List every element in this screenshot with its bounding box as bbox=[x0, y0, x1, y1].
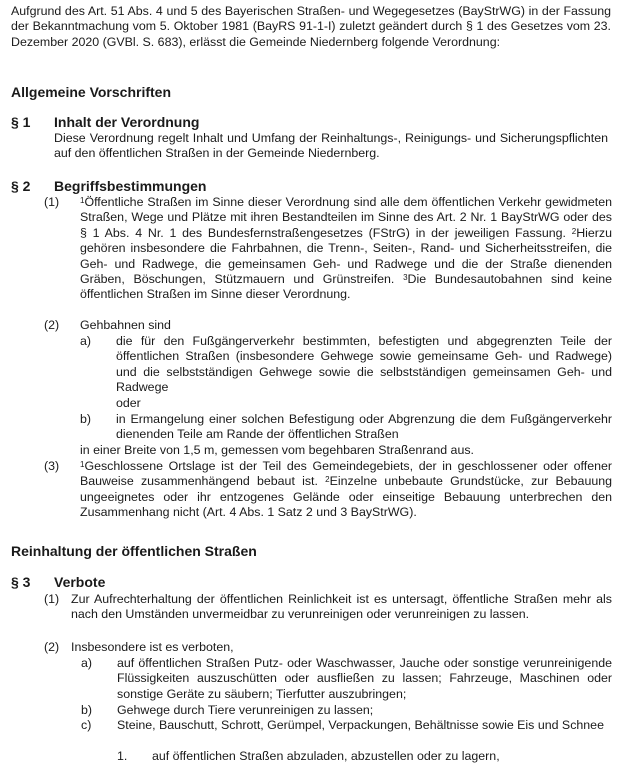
absatz-label: (3) bbox=[44, 459, 60, 473]
absatz-label: (2) bbox=[44, 640, 60, 654]
p3-abs2-item-b bbox=[81, 703, 612, 719]
intro-paragraph bbox=[11, 4, 611, 50]
item-text: in Ermangelung einer solchen Befestigung oder Abgrenzung die dem Fußgängerverkehr dienenden Teile am Rande der öffentlichen Straßen bbox=[116, 412, 612, 442]
absatz-label: (2) bbox=[44, 318, 60, 332]
p3-abs2-item-c1 bbox=[117, 749, 612, 765]
item-label: a) bbox=[81, 656, 93, 670]
absatz-text bbox=[80, 195, 612, 303]
sentence-number: 2 bbox=[325, 475, 330, 485]
paragraph-heading-1 bbox=[11, 114, 611, 131]
item-text: Gehwege durch Tiere verunreinigen zu lassen; bbox=[117, 703, 374, 717]
item-text: Steine, Bauschutt, Schrott, Gerümpel, Verpackungen, Behältnisse sowie Eis und Schnee bbox=[117, 718, 604, 732]
p1-text: Diese Verordnung regelt Inhalt und Umfang der Reinhaltungs-, Reinigungs- und Sicherungspflichten auf den öffentlichen Straßen in der Gemeinde Niedernberg. bbox=[54, 131, 608, 161]
subitem-text: auf öffentlichen Straßen abzuladen, abzustellen oder zu lagern, bbox=[152, 749, 500, 763]
p2-abs2-or bbox=[116, 396, 316, 412]
absatz-text bbox=[80, 459, 612, 521]
item-label: b) bbox=[80, 412, 92, 426]
item-label: c) bbox=[81, 718, 92, 732]
subitem-label: 1. bbox=[117, 749, 128, 763]
paragraph-heading-3 bbox=[11, 574, 611, 591]
absatz-intro: Gehbahnen sind bbox=[80, 318, 171, 332]
connector-word: oder bbox=[116, 396, 141, 410]
p2-abs2-tail bbox=[80, 443, 612, 459]
intro-text: Aufgrund des Art. 51 Abs. 4 und 5 des Bayerischen Straßen- und Wegegesetzes (BayStrWG) in der Fassung der Bekanntmachung vom 5. Oktober 1981 (BayRS 91-1-I) zuletzt geändert durch § 1 des Gesetzes vom 23. Dezember 2020 (GVBl. S. 683), erlässt die Gemeinde Niedernberg folgende Verordnung: bbox=[11, 4, 611, 49]
sentence-text: Geschlossene Ortslage ist der Teil des Gemeindegebiets, der in geschlossener oder offener Bauweise zusammenhängend bebaut ist. bbox=[80, 459, 612, 489]
p2-abs2 bbox=[44, 318, 612, 334]
section-heading-general: Allgemeine Vorschriften bbox=[11, 84, 172, 100]
sentence-number: 3 bbox=[403, 273, 408, 283]
section-heading-cleanliness: Reinhaltung der öffentlichen Straßen bbox=[11, 543, 257, 559]
p3-abs2 bbox=[44, 640, 612, 656]
sentence-text: Hierzu gehören insbesondere die Fahrbahnen, die Trenn-, Seiten-, Rand- und Sicherheitsstreifen, die Geh- und Radwege, die gemeinsamen Geh- und Radwege und die der Straße dienenden Gräben, Böschungen, Stützmauern und Grünstreifen. bbox=[80, 225, 612, 287]
absatz-label: (1) bbox=[44, 592, 60, 606]
sentence-text: Öffentliche Straßen im Sinne dieser Verordnung sind alle dem öffentlichen Verkehr gewidmeten Straßen, Wege und Plätze mit ihren Bestandteilen im Sinne des Art. 2 Nr. 1 BayStrWG oder des § 1 Abs. 4 Nr. 1 des Bundesfernstraßengesetzes (FStrG) in der jeweiligen Fassung. bbox=[80, 195, 612, 240]
absatz-text: Zur Aufrechterhaltung der öffentlichen Reinlichkeit ist es untersagt, öffentliche Straßen mehr als nach den Umständen unvermeidbar zu verunreinigen oder verunreinigen zu lassen. bbox=[71, 592, 612, 622]
paragraph-title: Verbote bbox=[54, 574, 106, 590]
sentence-number: 1 bbox=[80, 460, 85, 469]
item-label: a) bbox=[80, 334, 92, 348]
item-label: b) bbox=[81, 703, 93, 717]
sentence-number: 1 bbox=[80, 196, 85, 205]
paragraph-number: § 2 bbox=[11, 178, 31, 194]
absatz-label: (1) bbox=[44, 195, 60, 209]
absatz-tail-text: in einer Breite von 1,5 m, gemessen vom begehbaren Straßenrand aus. bbox=[80, 443, 474, 457]
paragraph-title: Inhalt der Verordnung bbox=[54, 114, 200, 130]
item-text: die für den Fußgängerverkehr bestimmten, befestigten und abgegrenzten Teile der öffentlichen Straßen (insbesondere Gehwege sowie gemeinsame Geh- und Radwege) und die selbstständigen Gehwege sowie die selbstständigen gemeinsamen Geh- und Radwege bbox=[116, 334, 612, 395]
sentence-text: Die Bundesautobahnen sind keine öffentlichen Straßen im Sinne dieser Verordnung. bbox=[80, 272, 612, 302]
paragraph-title: Begriffsbestimmungen bbox=[54, 178, 207, 194]
paragraph-number: § 1 bbox=[11, 114, 31, 130]
sentence-number: 2 bbox=[571, 226, 577, 236]
sentence-text: Einzelne unbebaute Grundstücke, zur Bebauung ungeeignetes oder ihr entzogenes Gelände oder einseitige Bebauung unterbrechen den Zusammenhang nicht (Art. 4 Abs. 1 Satz 2 und 3 BayStrWG). bbox=[80, 474, 613, 520]
absatz-intro: Insbesondere ist es verboten, bbox=[71, 640, 234, 654]
paragraph-number: § 3 bbox=[11, 574, 31, 590]
paragraph-heading-2 bbox=[11, 178, 611, 195]
item-text: auf öffentlichen Straßen Putz- oder Waschwasser, Jauche oder sonstige verunreinigende Flüssigkeiten auszuschütten oder ausfließen zu lassen; Fahrzeuge, Maschinen oder sonstige Geräte zu säubern; Tierfutter auszubringen; bbox=[117, 656, 612, 701]
